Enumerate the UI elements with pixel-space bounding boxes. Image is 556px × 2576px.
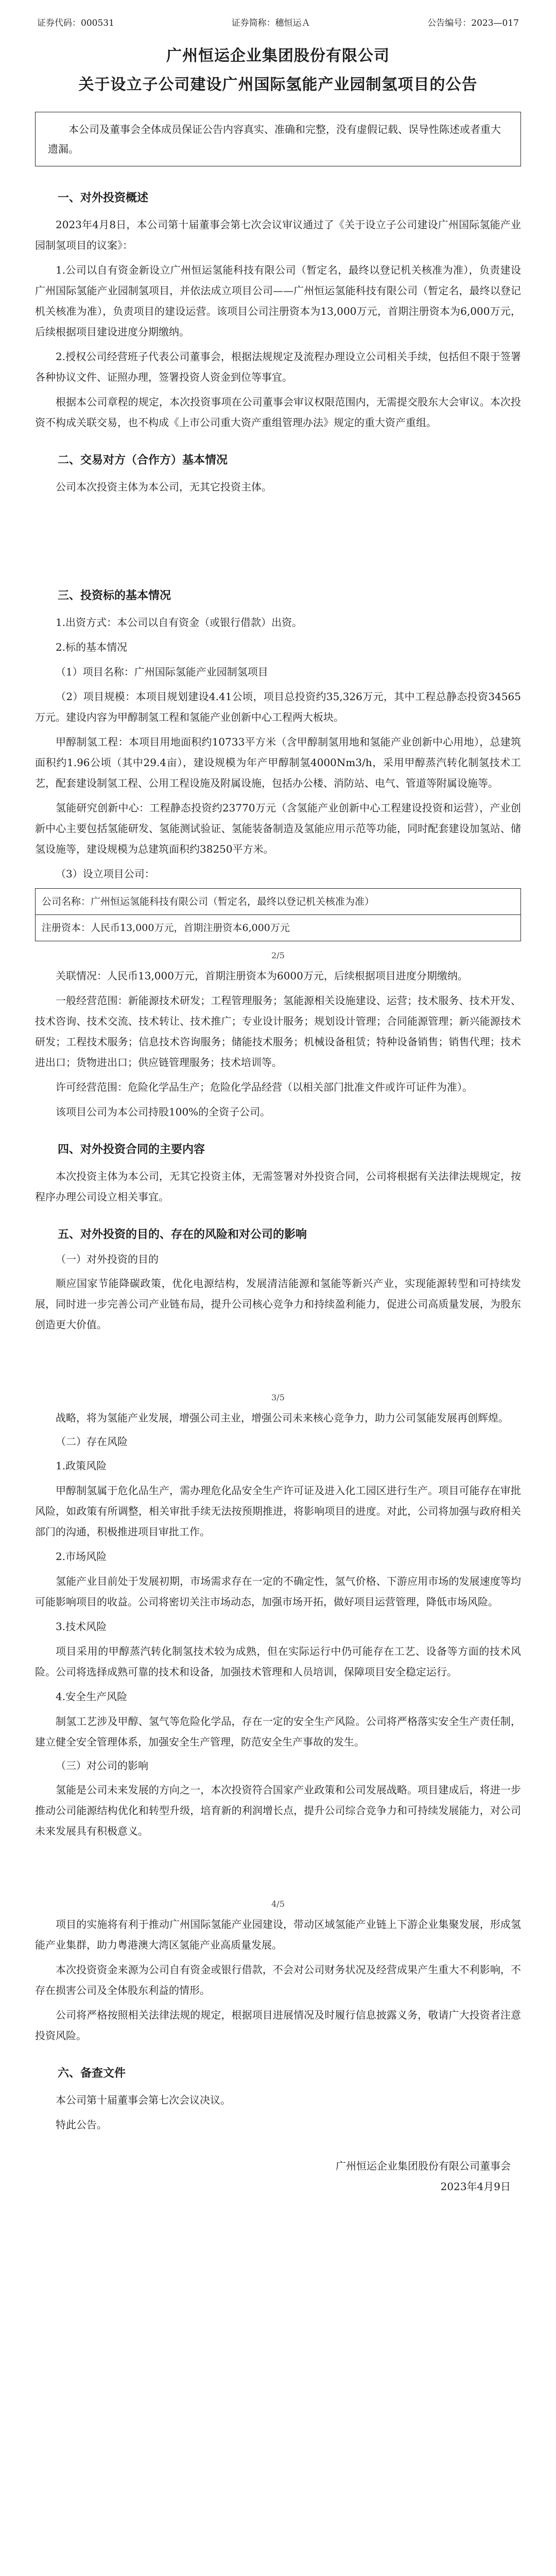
section-4-paragraph: 本次投资主体为本公司，无其它投资主体，无需签署对外投资合同，公司将根据有关法律法规规定，按程序办理公司设立相关事宜。 (35, 1170, 521, 1203)
section-2-paragraph: 公司本次投资主体为本公司，无其它投资主体。 (56, 481, 272, 493)
stock-short-name: 证券简称：穗恒运Ａ (231, 18, 310, 28)
signature-block (35, 2156, 521, 2197)
blank-space (35, 1845, 521, 1892)
section-5-paragraph: 2.市场风险 (56, 1550, 107, 1563)
section-3-paragraph: （2）项目规模：本项目规划建设4.41公顷，项目总投资约35,326万元，其中工程总静态投资34565万元。建设内容为甲醇制氢工程和氢能产业创新中心工程两大板块。 (35, 690, 521, 723)
section-5-paragraph: 战略，将为氢能产业发展，增强公司主业，增强公司未来核心竞争力，助力公司氢能发展再创辉煌。 (56, 1412, 509, 1424)
table-row (36, 889, 521, 915)
company-info-table (35, 888, 521, 941)
section-5-paragraph: 顺应国家节能降碳政策，优化电源结构，发展清洁能源和氢能等新兴产业，实现能源转型和可持续发展，同时进一步完善公司产业链布局，提升公司核心竞争力和持续盈利能力，促进公司高质量发展，为股东创造更大价值。 (35, 1277, 521, 1331)
board-statement: 本公司及董事会全体成员保证公告内容真实、准确和完整，没有虚假记载、误导性陈述或者重大遗漏。 (35, 112, 521, 166)
section-3-paragraph: 关联情况：人民币13,000万元，首期注册资本为6000万元，后续根据项目进度分期缴纳。 (56, 970, 468, 982)
blank-space (35, 2197, 521, 2217)
section-5-subtitle: （一）对外投资的目的 (56, 1253, 159, 1265)
section-5-paragraph: 制氢工艺涉及甲醇、氢气等危险化学品，存在一定的安全生产风险。公司将严格落实安全生产责任制，建立健全安全管理体系，加强安全生产管理，防范安全生产事故的发生。 (35, 1715, 521, 1748)
section-5-subtitle: （二）存在风险 (56, 1435, 128, 1448)
title-block (35, 43, 521, 94)
section-5-paragraph: 氢能产业目前处于发展初期，市场需求存在一定的不确定性，氢气价格、下游应用市场的发展速度等均可能影响项目的收益。公司将密切关注市场动态，加强市场开拓，做好项目运营管理，降低市场风险。 (35, 1575, 521, 1608)
section-3-paragraph: （3）设立项目公司： (56, 868, 155, 880)
section-5-paragraph: 1.政策风险 (56, 1460, 107, 1472)
section-5-paragraph: 氢能是公司未来发展的方向之一，本次投资符合国家产业政策和公司发展战略。项目建成后，将进一步推动公司能源结构优化和转型升级，培育新的利润增长点，提升公司综合竞争力和可持续发展能力，对公司未来发展具有积极意义。 (35, 1784, 521, 1837)
section-3-title: 三、投资标的基本情况 (58, 589, 171, 602)
section-5-paragraph: 项目的实施将有利于推动广州国际氢能产业园建设，带动区域氢能产业链上下游企业集聚发展，形成氢能产业集群，助力粤港澳大湾区氢能产业高质量发展。 (35, 1918, 521, 1951)
section-3-paragraph: （1）项目名称：广州国际氢能产业园制氢项目 (56, 666, 268, 678)
section-3-paragraph: 2.标的基本情况 (56, 641, 128, 653)
section-3-paragraph: 1.出资方式：本公司以自有资金（或银行借款）出资。 (56, 616, 303, 629)
notice-number: 公告编号：2023—017 (427, 18, 519, 28)
section-5-paragraph: 4.安全生产风险 (56, 1690, 128, 1703)
section-3-paragraph: 许可经营范围：危险化学品生产；危险化学品经营（以相关部门批准文件或许可证件为准）。 (56, 1081, 473, 1093)
section-1-paragraph: 2023年4月8日，本公司第十届董事会第七次会议审议通过了《关于设立子公司建设广州国际氢能产业园制氢项目的议案》： (35, 218, 521, 251)
section-1-paragraph: 2.授权公司经营班子代表公司董事会，根据法规规定及流程办理设立公司相关手续，包括但不限于签署各种协议文件、证照办理，签署投资人资金到位等事宜。 (35, 350, 521, 383)
signature-org: 广州恒运企业集团股份有限公司董事会 (336, 2160, 511, 2172)
company-name: 广州恒运企业集团股份有限公司 (166, 47, 390, 65)
page-number: 2/5 (271, 951, 285, 960)
blank-space (35, 501, 521, 568)
section-1-title: 一、对外投资概述 (58, 191, 149, 205)
notice-title: 关于设立子公司建设广州国际氢能产业园制氢项目的公告 (78, 76, 478, 94)
section-3-paragraph: 氢能研究创新中心：工程静态投资约23770万元（含氢能产业创新中心工程建设投资和运营），产业创新中心主要包括氢能研发、氢能测试验证、氢能装备制造及氢能应用示范等功能，同时配套建设加氢站、储氢设施等，建设规模为总建筑面积约38250平方米。 (35, 802, 521, 855)
section-5-subtitle: （三）对公司的影响 (56, 1759, 148, 1772)
page-number: 3/5 (271, 1393, 285, 1402)
section-3-paragraph: 一般经营范围：新能源技术研发；工程管理服务；氢能源相关设施建设、运营；技术服务、技术开发、技术咨询、技术交流、技术转让、技术推广；专业设计服务；规划设计管理；合同能源管理；新兴能源技术研发；工程技术服务；信息技术咨询服务；储能技术服务；机械设备租赁；特种设备销售；销售代理；技术进出口；货物进出口；供应链管理服务；技术培训等。 (35, 994, 521, 1069)
section-5-paragraph: 项目采用的甲醇蒸汽转化制氢技术较为成熟，但在实际运行中仍可能存在工艺、设备等方面的技术风险。公司将选择成熟可靠的技术和设备，加强技术管理和人员培训，保障项目安全稳定运行。 (35, 1645, 521, 1678)
section-5-paragraph: 公司将严格按照相关法律法规的规定，根据项目进展情况及时履行信息披露义务，敬请广大投资者注意投资风险。 (35, 2009, 521, 2042)
section-6-paragraph: 本公司第十届董事会第七次会议决议。 (56, 2094, 231, 2106)
page-number: 4/5 (271, 1899, 285, 1909)
announcement-sheet (35, 15, 521, 2217)
section-5-title: 五、对外投资的目的、存在的风险和对公司的影响 (58, 1228, 307, 1241)
table-cell: 公司名称：广州恒运氢能科技有限公司（暂定名，最终以登记机关核准为准） (36, 889, 521, 915)
section-5-paragraph: 本次投资资金来源为公司自有资金或银行借款，不会对公司财务状况及经营成果产生重大不利影响，不存在损害公司及全体股东利益的情形。 (35, 1963, 521, 1996)
header-line (35, 15, 521, 31)
section-4-title: 四、对外投资合同的主要内容 (58, 1143, 205, 1156)
section-5-paragraph: 甲醇制氢属于危化品生产，需办理危化品安全生产许可证及进入化工园区进行生产。项目可能存在审批风险，如政策有所调整，相关审批手续无法按预期推进，将影响项目的进度。对此，公司将加强与政府相关部门的沟通，积极推进项目审批工作。 (35, 1484, 521, 1538)
stock-code: 证券代码：000531 (37, 18, 114, 28)
section-6-title: 六、备查文件 (58, 2066, 126, 2080)
signature-date: 2023年4月9日 (440, 2180, 511, 2193)
section-6-paragraph: 特此公告。 (56, 2119, 107, 2131)
section-5-paragraph: 3.技术风险 (56, 1620, 107, 1633)
section-1-paragraph: 1.公司以自有资金新设立广州恒运氢能科技有限公司（暂定名，最终以登记机关核准为准），负责建设广州国际氢能产业园制氢项目，并依法成立项目公司——广州恒运氢能科技有限公司（暂定名，最终以登记机关核准为准），负责项目的建设运营。该项目公司注册资本为13,000万元，首期注册资本为6,000万元，后续根据项目建设进度分期缴纳。 (35, 264, 521, 338)
section-3-paragraph: 甲醇制氢工程：本项目用地面积约10733平方米（含甲醇制氢用地和氢能产业创新中心用地），总建筑面积约1.96公顷（其中29.4亩），建设规模为年产甲醇制氢4000Nm3/h，采用甲醇蒸汽转化制氢技术工艺，配套建设制氢工程、公用工程设施及附属设施，包括办公楼、消防站、电气、管道等附属设施等。 (35, 736, 521, 789)
section-1-paragraph: 根据本公司章程的规定，本次投资事项在公司董事会审议权限范围内，无需提交股东大会审议。本次投资不构成关联交易，也不构成《上市公司重大资产重组管理办法》规定的重大资产重组。 (35, 396, 521, 429)
blank-space (35, 1339, 521, 1385)
table-row (36, 915, 521, 941)
section-2-title: 二、交易对方（合作方）基本情况 (58, 453, 228, 467)
table-cell: 注册资本：人民币13,000万元，首期注册资本6,000万元 (36, 915, 521, 941)
section-3-paragraph: 该项目公司为本公司持股100%的全资子公司。 (56, 1106, 271, 1118)
